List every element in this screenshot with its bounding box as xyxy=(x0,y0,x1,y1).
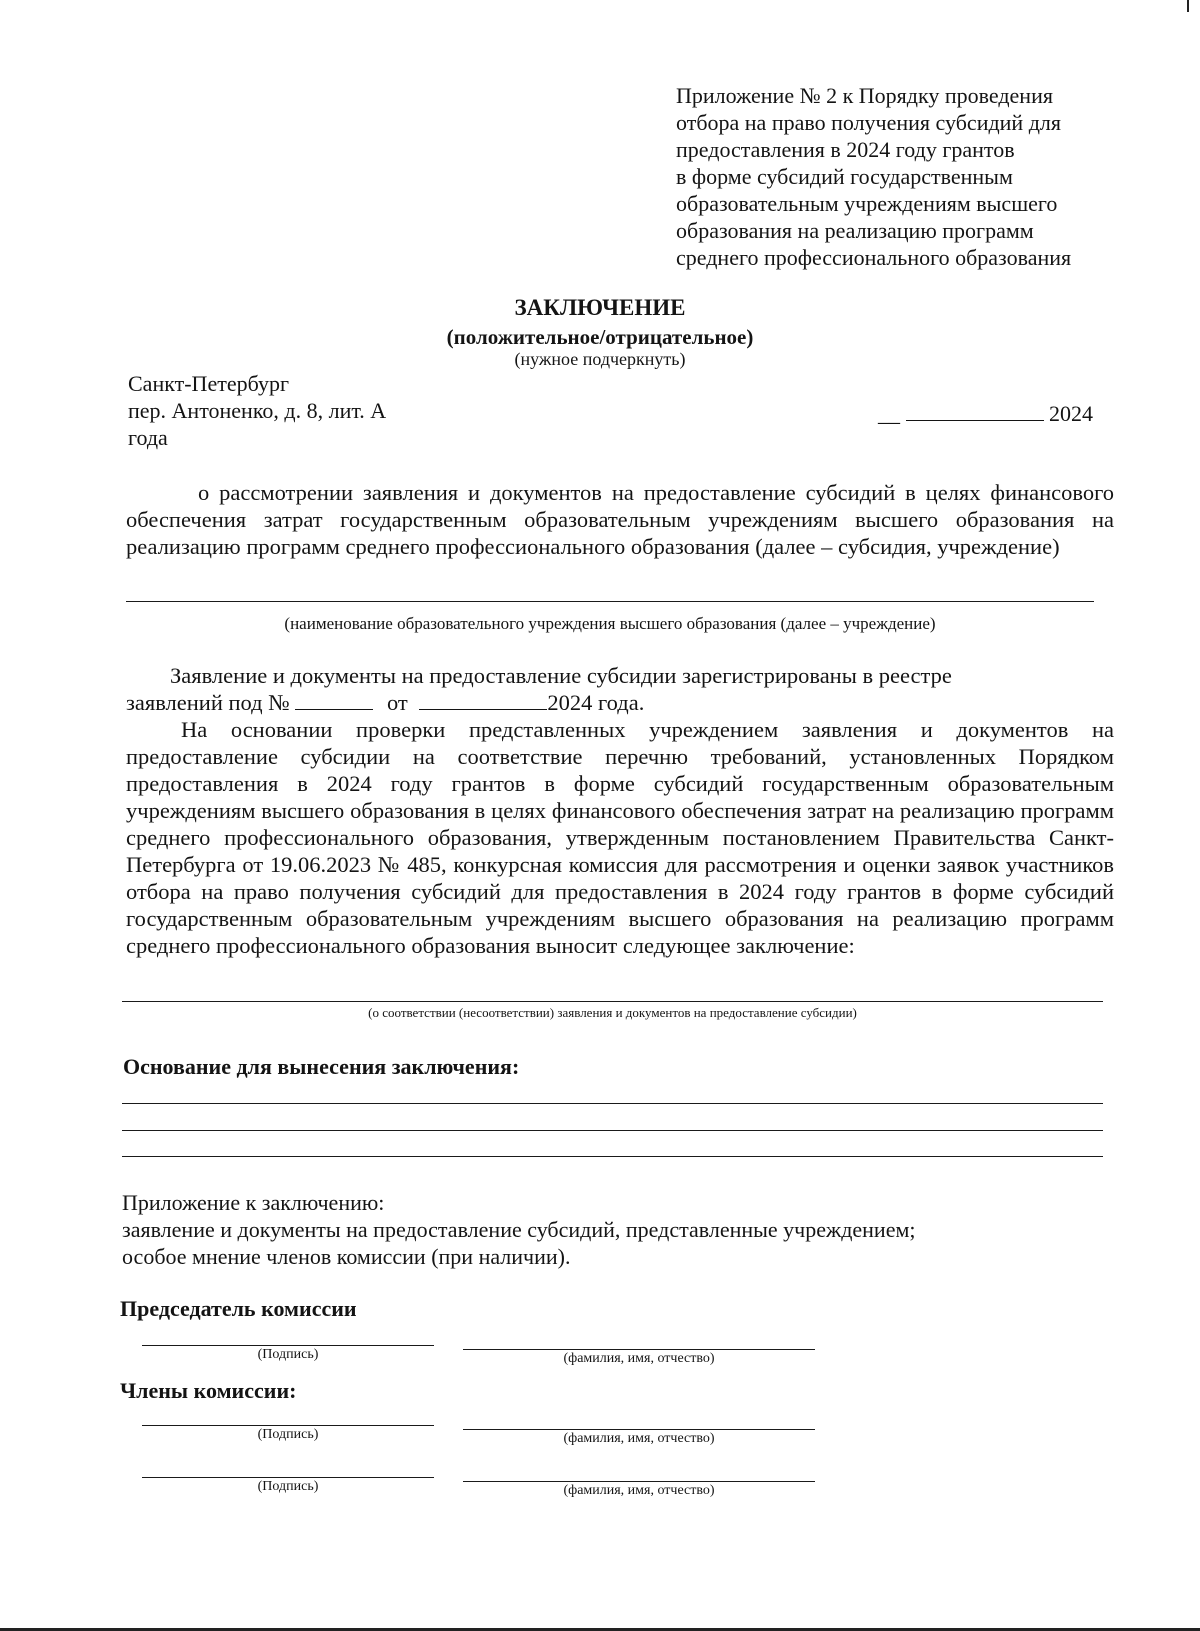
conformity-line xyxy=(122,1001,1103,1002)
attachments-block xyxy=(122,1189,916,1270)
city: Санкт-Петербург xyxy=(128,371,289,396)
underline-note: (нужное подчеркнуть) xyxy=(514,349,686,369)
chairman-signature-caption: (Подпись) xyxy=(257,1347,319,1362)
members-heading: Члены комиссии: xyxy=(120,1378,297,1403)
registration-number-label: заявлений под № xyxy=(126,690,290,715)
appendix-line: среднего профессионального образования xyxy=(676,245,1072,270)
member-name-line xyxy=(463,1429,815,1430)
grounds-line-2 xyxy=(122,1130,1103,1131)
attachments-heading: Приложение к заключению: xyxy=(122,1190,385,1215)
intro-paragraph: о рассмотрении заявления и документов на предоставление субсидий в целях финансового обеспечения затрат государственным образовательным учреждениям высшего образования на реализацию программ среднего профессионального образования (далее – субсидия, учреждение) xyxy=(126,480,1114,559)
institution-caption: (наименование образовательного учреждения высшего образования (далее – учреждение) xyxy=(284,614,936,633)
scan-edge-mark xyxy=(1187,0,1189,12)
place-block xyxy=(128,370,386,451)
grounds-heading: Основание для вынесения заключения: xyxy=(123,1054,520,1079)
attachments-item: особое мнение членов комиссии (при наличии). xyxy=(122,1244,571,1269)
registration-number-blank xyxy=(295,691,373,710)
appendix-note xyxy=(676,82,1116,271)
document-title: ЗАКЛЮЧЕНИЕ xyxy=(514,295,686,320)
chairman-signature-line xyxy=(142,1345,434,1346)
institution-line xyxy=(126,601,1094,602)
date-month-blank xyxy=(906,400,1044,421)
registration-year: 2024 года. xyxy=(547,690,645,715)
grounds-line-3 xyxy=(122,1156,1103,1157)
address: пер. Антоненко, д. 8, лит. А xyxy=(128,398,387,423)
member-signature-line xyxy=(142,1425,434,1426)
member-name-line xyxy=(463,1481,815,1482)
registration-date-blank xyxy=(419,691,547,710)
registration-line-1: Заявление и документы на предоставление субсидии зарегистрированы в реестре xyxy=(170,663,952,688)
member-signature-line xyxy=(142,1477,434,1478)
date-field xyxy=(878,400,1093,427)
appendix-line: образования на реализацию программ xyxy=(676,218,1034,243)
member-signature-caption: (Подпись) xyxy=(257,1479,319,1494)
date-day-blank: __ xyxy=(878,401,900,426)
member-signature-caption: (Подпись) xyxy=(257,1427,319,1442)
registration-date-label: от xyxy=(386,690,408,715)
document-subtitle: (положительное/отрицательное) xyxy=(446,325,754,349)
appendix-line: предоставления в 2024 году грантов xyxy=(676,137,1015,162)
attachments-item: заявление и документы на предоставление субсидий, представленные учреждением; xyxy=(122,1217,916,1242)
chairman-heading: Председатель комиссии xyxy=(120,1296,357,1321)
member-name-caption: (фамилия, имя, отчество) xyxy=(563,1483,715,1498)
year-word: года xyxy=(128,425,168,450)
date-year: 2024 xyxy=(1049,401,1093,426)
chairman-name-caption: (фамилия, имя, отчество) xyxy=(563,1351,715,1366)
appendix-line: в форме субсидий государственным xyxy=(676,164,1013,189)
registration-line-2 xyxy=(126,689,644,716)
appendix-line: Приложение № 2 к Порядку проведения xyxy=(676,83,1053,108)
conformity-caption: (о соответствии (несоответствии) заявления и документов на предоставление субсидии) xyxy=(368,1005,857,1020)
basis-paragraph: На основании проверки представленных учреждением заявления и документов на предоставление субсидии на соответствие перечню требований, установленных Порядком предоставления в 2024 году грантов в форме субсидий государственным образовательным учреждениям высшего образования в целях финансового обеспечения затрат на реализацию программ среднего профессионального образования, утвержденным постановлением Правительства Санкт-Петербурга от 19.06.2023 № 485, конкурсная комиссия для рассмотрения и оценки заявок участников отбора на право получения субсидий для предоставления в 2024 году грантов в форме субсидий государственным образовательным учреждениям высшего образования на реализацию программ среднего профессионального образования выносит следующее заключение: xyxy=(126,717,1114,958)
member-name-caption: (фамилия, имя, отчество) xyxy=(563,1431,715,1446)
chairman-name-line xyxy=(463,1349,815,1350)
appendix-line: отбора на право получения субсидий для xyxy=(676,110,1061,135)
grounds-line-1 xyxy=(122,1103,1103,1104)
appendix-line: образовательным учреждениям высшего xyxy=(676,191,1058,216)
